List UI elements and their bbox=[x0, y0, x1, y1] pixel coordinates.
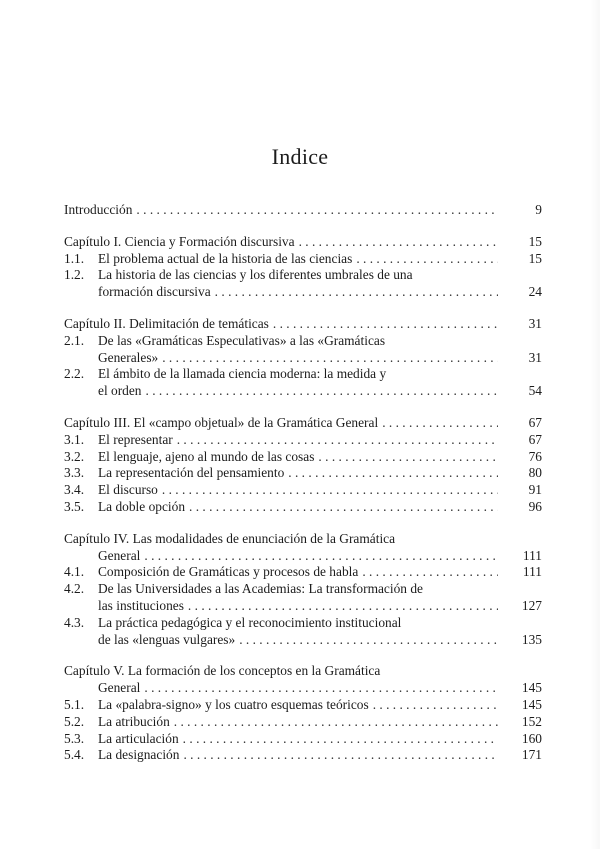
toc-entry-number: 3.4. bbox=[64, 482, 85, 498]
toc-page-number: 127 bbox=[521, 597, 542, 613]
toc-entry-number: 4.1. bbox=[64, 564, 85, 580]
page-title: Indice bbox=[271, 144, 329, 169]
toc-entry-title: Capítulo I. Ciencia y Formación discursiva bbox=[64, 233, 295, 249]
toc-entry-title: El ámbito de la llamada ciencia moderna: la medida y bbox=[98, 366, 387, 382]
toc-page-number: 76 bbox=[528, 448, 542, 464]
toc-section bbox=[64, 663, 542, 764]
toc-page-number: 15 bbox=[528, 233, 542, 249]
toc-entry-title: Introducción bbox=[64, 202, 133, 217]
toc-entry-title: De las «Gramáticas Especulativas» a las «Gramáticas bbox=[98, 332, 386, 348]
toc-section bbox=[64, 531, 542, 649]
dot-leader bbox=[144, 548, 498, 565]
toc-entry-line bbox=[64, 333, 542, 350]
toc-entry-title: La historia de las ciencias y los diferentes umbrales de una bbox=[98, 267, 413, 283]
toc-page-number: 67 bbox=[528, 414, 542, 430]
dot-leader bbox=[299, 234, 498, 251]
toc-entry-number: 1.2. bbox=[64, 267, 85, 283]
toc-chapter-line bbox=[64, 663, 542, 680]
dot-leader bbox=[183, 731, 498, 748]
toc-entry-line bbox=[64, 482, 542, 499]
toc-page-number: 171 bbox=[521, 747, 542, 763]
toc-entry-line bbox=[64, 581, 542, 598]
toc-entry-title: las instituciones bbox=[98, 597, 184, 613]
toc-page-number: 31 bbox=[528, 315, 542, 331]
toc-page-number: 31 bbox=[528, 349, 542, 365]
toc-page-number: 111 bbox=[522, 547, 542, 563]
toc-entry-line bbox=[64, 564, 542, 581]
table-of-contents bbox=[64, 202, 542, 779]
toc-entry-title: Generales» bbox=[98, 349, 159, 365]
toc-entry-line bbox=[64, 731, 542, 748]
toc-entry-title: Capítulo IV. Las modalidades de enunciación de la Gramática bbox=[64, 530, 396, 546]
toc-entry-title: General bbox=[98, 680, 141, 696]
toc-page-number: 160 bbox=[521, 730, 542, 746]
toc-entry-title: de las «lenguas vulgares» bbox=[98, 631, 236, 647]
toc-entry-number: 3.5. bbox=[64, 498, 85, 514]
toc-entry-line bbox=[64, 548, 542, 565]
toc-entry-number: 5.3. bbox=[64, 730, 85, 746]
dot-leader bbox=[188, 598, 498, 615]
toc-entry-line bbox=[64, 714, 542, 731]
toc-entry-title: El representar bbox=[98, 431, 173, 447]
toc-page-number: 54 bbox=[528, 383, 542, 399]
toc-entry-line bbox=[64, 449, 542, 466]
dot-leader bbox=[162, 350, 498, 367]
toc-section bbox=[64, 415, 542, 516]
toc-entry-line bbox=[64, 598, 542, 615]
toc-page-number: 145 bbox=[521, 696, 542, 712]
toc-entry-title: La doble opción bbox=[98, 498, 186, 514]
toc-chapter-line bbox=[64, 415, 542, 432]
toc-page-number: 67 bbox=[528, 431, 542, 447]
toc-page-number: 111 bbox=[522, 564, 542, 580]
toc-entry-number: 4.3. bbox=[64, 614, 85, 630]
toc-entry-title: Capítulo V. La formación de los conceptos en la Gramática bbox=[64, 663, 381, 679]
dot-leader bbox=[362, 564, 498, 581]
toc-chapter-line bbox=[64, 316, 542, 333]
dot-leader bbox=[189, 499, 498, 516]
toc-entry-line bbox=[64, 366, 542, 383]
toc-chapter-line bbox=[64, 234, 542, 251]
toc-entry-title: Capítulo III. El «campo objetual» de la Gramática General bbox=[64, 414, 379, 430]
toc-entry-title: Capítulo II. Delimitación de temáticas bbox=[64, 315, 269, 331]
toc-entry-line bbox=[64, 284, 542, 301]
toc-entry-number: 2.2. bbox=[64, 366, 85, 382]
dot-leader bbox=[318, 449, 498, 466]
dot-leader bbox=[382, 415, 498, 432]
toc-page-number: 91 bbox=[528, 482, 542, 498]
toc-entry-line bbox=[64, 383, 542, 400]
toc-entry-title: General bbox=[98, 547, 141, 563]
scan-edge-shadow bbox=[590, 0, 600, 849]
dot-leader bbox=[288, 465, 498, 482]
toc-page-number: 135 bbox=[521, 631, 542, 647]
dot-leader bbox=[146, 383, 499, 400]
toc-entry-line bbox=[64, 251, 542, 268]
toc-page-number: 96 bbox=[528, 498, 542, 514]
toc-entry-title: La articulación bbox=[98, 730, 179, 746]
toc-entry-line bbox=[64, 680, 542, 697]
toc-chapter-line bbox=[64, 202, 542, 219]
toc-entry-number: 3.2. bbox=[64, 448, 85, 464]
toc-entry-title: De las Universidades a las Academias: La transformación de bbox=[98, 581, 423, 597]
toc-entry-title: La práctica pedagógica y el reconocimiento institucional bbox=[98, 614, 402, 630]
toc-entry-title: El discurso bbox=[98, 482, 158, 498]
toc-entry-number: 5.1. bbox=[64, 696, 85, 712]
dot-leader bbox=[239, 632, 498, 649]
toc-entry-number: 2.1. bbox=[64, 332, 85, 348]
dot-leader bbox=[162, 482, 498, 499]
toc-entry-line bbox=[64, 697, 542, 714]
toc-entry-number: 5.2. bbox=[64, 713, 85, 729]
toc-entry-title: La designación bbox=[98, 747, 180, 763]
toc-entry-title: Composición de Gramáticas y procesos de habla bbox=[98, 564, 359, 580]
toc-entry-line bbox=[64, 632, 542, 649]
toc-entry-number: 4.2. bbox=[64, 581, 85, 597]
toc-entry-line bbox=[64, 267, 542, 284]
toc-page-number: 24 bbox=[528, 284, 542, 300]
toc-entry-number: 3.1. bbox=[64, 431, 85, 447]
toc-entry-number: 5.4. bbox=[64, 747, 85, 763]
toc-section bbox=[64, 234, 542, 301]
toc-entry-title: el orden bbox=[98, 383, 142, 399]
toc-page-number: 145 bbox=[521, 680, 542, 696]
dot-leader bbox=[373, 697, 498, 714]
toc-chapter-line bbox=[64, 531, 542, 548]
toc-entry-line bbox=[64, 499, 542, 516]
toc-page-number: 152 bbox=[521, 713, 542, 729]
toc-entry-line bbox=[64, 350, 542, 367]
toc-entry-title: formación discursiva bbox=[98, 284, 211, 300]
dot-leader bbox=[136, 202, 498, 219]
toc-entry-line bbox=[64, 432, 542, 449]
toc-page-number: 9 bbox=[535, 202, 542, 217]
toc-entry-title: La representación del pensamiento bbox=[98, 465, 285, 481]
dot-leader bbox=[273, 316, 498, 333]
dot-leader bbox=[177, 432, 498, 449]
toc-page-number: 15 bbox=[528, 250, 542, 266]
dot-leader bbox=[183, 747, 498, 764]
dot-leader bbox=[356, 251, 498, 268]
toc-entry-line bbox=[64, 747, 542, 764]
dot-leader bbox=[144, 680, 498, 697]
toc-entry-line bbox=[64, 615, 542, 632]
toc-entry-title: El lenguaje, ajeno al mundo de las cosas bbox=[98, 448, 315, 464]
toc-entry-line bbox=[64, 465, 542, 482]
toc-entry-number: 3.3. bbox=[64, 465, 85, 481]
toc-page-number: 80 bbox=[528, 465, 542, 481]
toc-entry-number: 1.1. bbox=[64, 250, 85, 266]
toc-section bbox=[64, 202, 542, 219]
toc-entry-title: La «palabra-signo» y los cuatro esquemas teóricos bbox=[98, 696, 369, 712]
toc-entry-title: El problema actual de la historia de las ciencias bbox=[98, 250, 353, 266]
dot-leader bbox=[174, 714, 498, 731]
toc-entry-title: La atribución bbox=[98, 713, 170, 729]
toc-section bbox=[64, 316, 542, 400]
dot-leader bbox=[215, 284, 498, 301]
